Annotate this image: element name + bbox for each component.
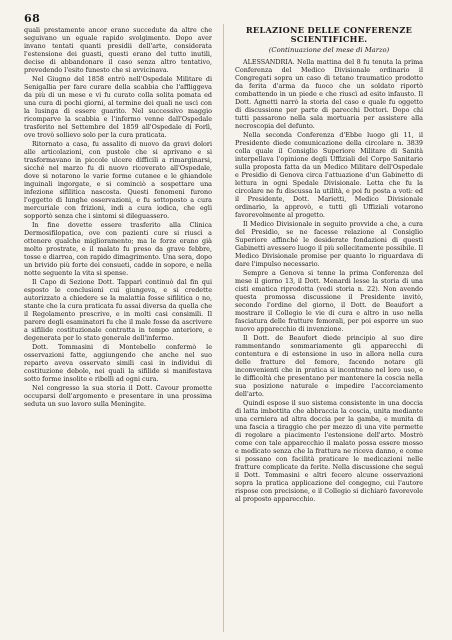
left-paragraph-5: Il Capo di Sezione Dott. Tappari continuò dal fin qui esposto le conclusioni cui giungeva, e si credette autorizzato a chiedere se la malattia fosse sifilitica o no, stante che la cura praticata fu assai diversa da quella che il Regolamento prescrive, e in molti casi consimili. Il parere degli esaminatori fu che il male fosse da ascrivere a sifilide costituzionale contratta in tempo anteriore, e degenerata per lo stato generale dell'infermo. — [24, 278, 212, 342]
left-column — [24, 26, 212, 632]
right-paragraph-1: ALESSANDRIA. Nella mattina del 8 fu tenuta la prima Conferenza del Medico Divisionale ordinario il Congregati sopra un caso di tetano traumatico prodotto da ferita d'arma da fuoco che un soldato riportò combattendo in un piede e che riuscì ad esito infausto. Il Dott. Agnetti narrò la storia del caso e quale fu oggetto di discussione per parte di parecchi Dottori. Dopo chi tutti passarono nella sala mortuaria per assistere alla necroscopia del defunto. — [235, 58, 423, 130]
section-title: RELAZIONE DELLE CONFERENZE SCIENTIFICHE. — [245, 26, 413, 44]
right-paragraph-4: Sempre a Genova si tenne la prima Conferenza del mese il giorno 13, il Dott. Menardi lesse la storia di una cisti ematica riprodotta (vedi storia n. 22). Non avendo questa promossa discussione il Presidente invitò, secondo l'ordine del giorno, il Dott. de Beaufort a mostrare il Collegio le vie di cura e altro in uso nella fasciatura delle fratture femorali, per poi esporre un suo nuovo apparecchio di invenzione. — [235, 269, 423, 333]
right-paragraph-5: Il Dott. de Beaufort diede principio al suo dire rammentando sommariamente gli apparecchi di contentura e di estensione in uso in allora nella cura delle fratture del femore, facendo notare gli inconvenienti che in pratica si incontrano nel loro uso, e le difficoltà che presentano per mantenere la coscia nella sua posizione naturale e impedire l'accorciamento dell'arto. — [235, 334, 423, 398]
column-divider — [223, 24, 224, 632]
right-paragraph-6: Quindi espose il suo sistema consistente in una doccia di latta imbottita che abbraccia la coscia, unita mediante una cerniera ad altra doccia per la gamba, e munita di una fascia a tiraggio che per mezzo di una vite permette di regolare a piacimento l'estensione dell'arto. Mostrò come con tale apparecchio il malato possa essere mosso e medicato senza che la frattura ne riceva danno, e come si possano con facilità praticare le medicazioni nelle fratture complicate da ferite. Nella discussione che seguì il Dott. Tommasini e altri fecero alcune osservazioni sopra la pratica applicazione del congegno, cui l'autore rispose con precisione, e il Collegio si dichiarò favorevole al proposto apparecchio. — [235, 399, 423, 503]
page-number: 68 — [24, 12, 41, 25]
left-paragraph-4: In fine dovette essere trasferito alla Clinica Dermosifilopatica, ove con pazienti cure si riuscì a ottenere qualche miglioramento; ma le forze erano già molto prostrate, e il malato fu preso da grave febbre, tosse e diarrea, con rapido dimagrimento. Una sera, dopo un brivido più forte dei consueti, cadde in sopore, e nella notte seguente la vita si spense. — [24, 221, 212, 277]
left-paragraph-1: quali prestamente ancor erano succedute da altre che seguivano un eguale rapido svolgimento. Dopo aver invano tentati quanti presidii dell'arte, considerata l'estensione dei guasti, questi erano del tutto inutili, decise di abbandonare il caso senza altro tentativo, prevedendo l'esito funesto che si avvicinava. — [24, 26, 212, 74]
left-paragraph-6: Dott. Tommasini di Montebello confermò le osservazioni fatte, aggiungendo che anche nel suo reparto aveva osservato simili casi in individui di costituzione debole, nei quali la sifilide si manifestava sotto forme insolite e ribelli ad ogni cura. — [24, 343, 212, 383]
right-paragraph-3: Il Medico Divisionale in seguito provvide a che, a cura del Presidio, se ne facesse relazione al Consiglio Superiore affinché le desiderate fondazioni di questi Gabinetti avessero luogo il più sollecitamente possibile. Il Medico Divisionale promise per quanto lo riguardava di dare l'impulso necessario. — [235, 220, 423, 268]
right-paragraph-2: Nella seconda Conferenza d'Ebbe luogo gli 11, il Presidente diede comunicazione della circolare n. 3839 colla quale il Consiglio Superiore Militare di Sanità interpellava l'opinione degli Uffiziali del Corpo Sanitario sulla proposta fatta da un Medico Militare dell'Ospedale e Presidio di Genova circa l'attuazione d'un Gabinetto di lettura in ogni Spedale Divisionale. Letta che fu la circolare ne fu discussa la utilità, e poi fu posta a voti: ed il Presidente, Dott. Marietti, Medico Divisionale ordinario, la approvò, e tutti gli Uffiziali votarono favorevolmente al progetto. — [235, 131, 423, 219]
left-paragraph-2: Nel Giugno del 1858 entrò nell'Ospedale Militare di Senigallia per fare curare della scabbia che l'affliggeva da più di un mese e vi fu curato colla solita pomata ed una cura di pochi giorni, al termine dei quali ne uscì con la lusinga di essere guarito. Nel successivo maggio ricomparve la scabbia e l'infermo venne dall'Ospedale trasferito nel Settembre del 1859 all'Ospedale di Forlì, ove trovò sollievo solo per la cura praticata. — [24, 75, 212, 139]
section-subtitle: (Continuazione del mese di Marzo) — [268, 46, 390, 54]
left-paragraph-7: Nel congresso la sua storia il Dott. Cavour promette occuparsi dell'argomento e presentare in una prossima seduta un suo lavoro sulla Meningite. — [24, 384, 212, 408]
left-paragraph-3: Ritornato a casa, fu assalito di nuovo da gravi dolori alle articolazioni, con pustole che si aprivano e si trasformavano in piccole ulcere difficili a rimarginarsi, sicché nel marzo fu di nuovo ricoverato all'Ospedale, dove si notarono le varie forme cutanee e le ghiandole inguinali ingorgate, e si cominciò a sospettare una infezione sifilitica nascosta. Questi fenomeni furono l'oggetto di lunghe osservazioni, e fu sottoposto a cura mercuriale con frizioni, indi a cura iodica, che egli sopportò senza che i sintomi si dileguassero. — [24, 140, 212, 220]
right-column — [235, 26, 423, 632]
